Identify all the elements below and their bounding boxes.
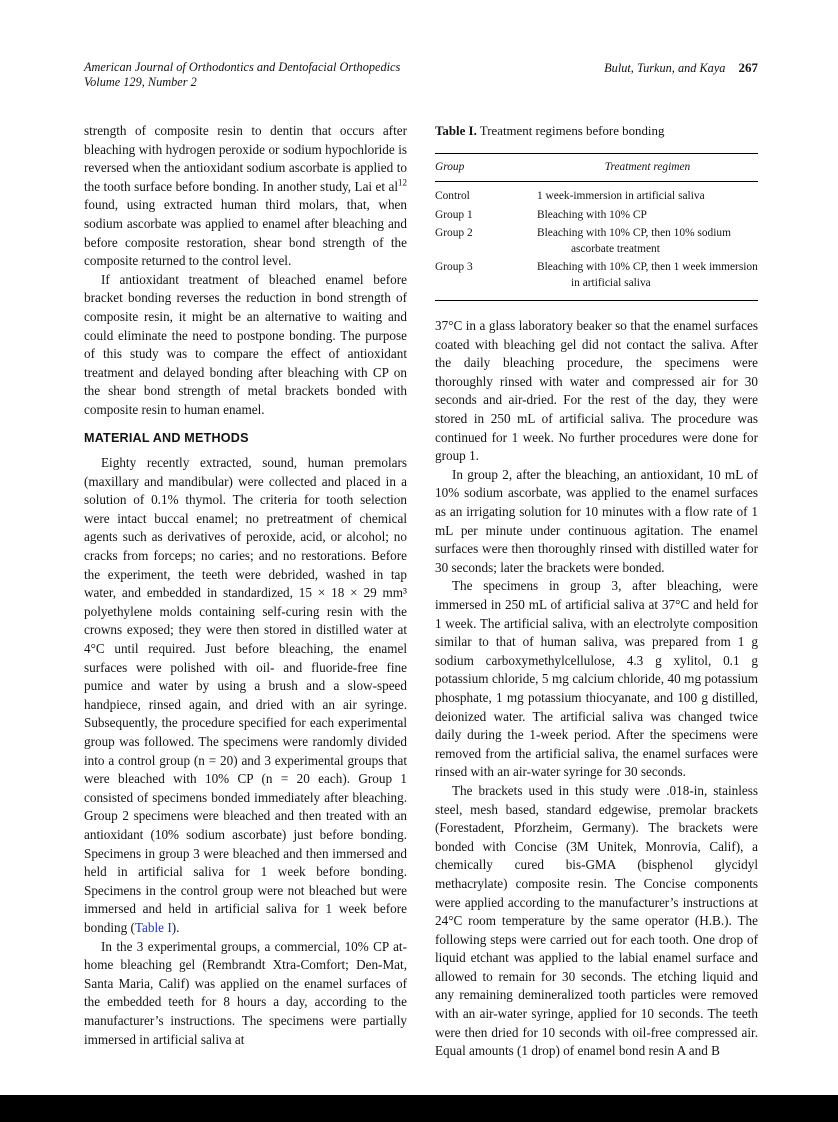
table-row	[435, 225, 758, 259]
cell-regimen	[537, 225, 758, 259]
table-1-caption-text: Treatment regimens before bonding	[479, 124, 665, 138]
page-number: 267	[738, 60, 758, 75]
paragraph-continuation	[84, 122, 407, 271]
paragraph: In the 3 experimental groups, a commercial, 10% CP at-home bleaching gel (Rembrandt Xtra-Comfort; Den-Mat, Santa Maria, Calif) was applied on the enamel surfaces of the embedded teeth for 8 hours a day, according to the manufacturer’s instructions. The specimens were partially immersed in artificial saliva at	[84, 938, 407, 1047]
cell-regimen	[537, 182, 758, 207]
journal-info	[84, 60, 400, 90]
table-1-caption-label: Table I.	[435, 124, 477, 138]
two-column-body	[84, 122, 758, 1061]
paragraph-text: found, using extracted human third molars, that, when sodium ascorbate was applied to enamel after bleaching and before composite restoration, shear bond strength of the composite returned to the control level.	[84, 197, 407, 269]
table-row	[435, 182, 758, 207]
right-column	[435, 122, 758, 1061]
cell-group: Group 1	[435, 208, 473, 221]
cell-regimen-text: Bleaching with 10% CP	[537, 208, 647, 221]
paragraph-text: strength of composite resin to dentin that occurs after bleaching with hydrogen peroxide or sodium hypochloride is reversed when the antioxidant sodium ascorbate is applied to the tooth surface before bonding. In another study, Lai et al	[84, 123, 407, 194]
paragraph-text: ).	[171, 919, 180, 935]
treatment-regimens-table	[435, 153, 758, 302]
paragraph-continuation: 37°C in a glass laboratory beaker so that the enamel surfaces coated with bleaching gel did not contact the saliva. After the daily bleaching procedure, the specimens were thoroughly rinsed with water and compressed air for 30 seconds and air-dried. For the rest of the day, they were stored in 250 mL of artificial saliva. The procedure was continued for 1 week. No further procedures were done for group 1.	[435, 318, 758, 464]
paragraph: The specimens in group 3, after bleaching, were immersed in 250 mL of artificial saliva at 37°C and held for 1 week. The artificial saliva, with an electrolyte composition similar to that of human saliva, was prepared from 1 g sodium carboxymethylcellulose, 4.3 g xylitol, 0.1 g potassium chloride, 5 mg calcium chloride, 40 mg potassium phosphate, 1 mg potassium thiocyanate, and 100 g distilled, deionized water. The artificial saliva was changed twice daily during the 1-week period. After the specimens were removed from the artificial saliva, the enamel surfaces were rinsed with an air-water syringe for 30 seconds.	[435, 578, 758, 780]
section-heading-material-methods: MATERIAL AND METHODS	[84, 430, 249, 445]
author-pageinfo	[604, 60, 758, 76]
paragraph: In group 2, after the bleaching, an antioxidant, 10 mL of 10% sodium ascorbate, was applied to the enamel surfaces as an irrigating solution for 10 minutes with a flow rate of 1 mL per minute under continuous agitation. The enamel surfaces were then thoroughly rinsed with distilled water for 30 seconds; later the brackets were bonded.	[435, 466, 758, 575]
table-row	[435, 259, 758, 301]
journal-title: American Journal of Orthodontics and Dentofacial Orthopedics	[84, 60, 401, 74]
table-1-block	[435, 122, 758, 301]
paragraph-text: Eighty recently extracted, sound, human premolars (maxillary and mandibular) were collected and placed in a solution of 0.1% thymol. The criteria for tooth selection were intact buccal enamel; no pretreatment of chemical agents such as derivatives of peroxide, acid, or alcohol; no cracks from forceps; no caries; and no restorations. Before the experiment, the teeth were debrided, washed in tap water, and embedded in standardized, 15 × 18 × 29 mm³ polyethylene molds containing self-curing resin with the crowns exposed; they were then stored in distilled water at 4°C until required. Just before bleaching, the enamel surfaces were polished with oil- and fluoride-free fine pumice and water by using a brush and a slow-speed handpiece, rinsed again, and dried with an air syringe. Subsequently, the procedure specified for each experimental group was followed. The specimens were randomly divided into a control group (n = 20) and 3 experimental groups that were bleached with 10% CP (n = 20 each). Group 1 consisted of specimens bonded immediately after bleaching. Group 2 specimens were bleached and then treated with an antioxidant (10% sodium ascorbate) just before bonding. Specimens in group 3 were bleached and then immersed and held in artificial saliva for 1 week before bonding. Specimens in the control group were not bleached but were immersed and held in artificial saliva for 1 week before bonding (	[84, 455, 407, 935]
paragraph	[84, 454, 407, 937]
column-header-regimen: Treatment regimen	[537, 153, 758, 182]
citation-superscript: 12	[398, 177, 407, 188]
cell-regimen-text: 1 week-immersion in artificial saliva	[537, 190, 705, 203]
cell-regimen-text: Bleaching with 10% CP, then 1 week immersion in artificial saliva	[537, 261, 758, 289]
paragraph: If antioxidant treatment of bleached enamel before bracket bonding reverses the reduction in bond strength of composite resin, it might be an alternative to waiting and could eliminate the need to postpone bonding. The purpose of this study was to compare the effect of antioxidant treatment and delayed bonding after bleaching with CP on the shear bond strength of metal brackets bonded with composite resin to human enamel.	[84, 271, 407, 417]
left-column	[84, 122, 407, 1061]
table-header-row	[435, 153, 758, 182]
cell-group: Group 2	[435, 227, 473, 240]
table-row	[435, 206, 758, 225]
table-1-crossref-link[interactable]: Table I	[134, 919, 172, 935]
cell-group: Group 3	[435, 261, 473, 274]
paragraph: The brackets used in this study were .018-in, stainless steel, mesh based, standard edgewise, premolar brackets (Forestadent, Pforzheim, Germany). The brackets were bonded with Concise (3M Unitek, Monrovia, Calif), a chemically cured bis-GMA (bisphenol glycidyl methacrylate) composite resin. The Concise components were applied according to the manufacturer’s instructions at 24°C room temperature by the same operator (H.B.). The following steps were carried out for each tooth. One drop of liquid etchant was applied to the labial enamel surface and allowed to remain for 30 seconds. The etching liquid and any remaining demineralized tooth particles were removed with an air-water syringe, applied for 10 seconds. The teeth were then dried for 10 seconds with oil-free compressed air. Equal amounts (1 drop) of enamel bond resin A and B	[435, 782, 758, 1059]
column-header-group: Group	[435, 153, 537, 182]
journal-volume: Volume 129, Number 2	[84, 75, 197, 89]
bottom-scan-bar	[0, 1095, 838, 1122]
cell-regimen	[537, 259, 758, 301]
cell-group: Control	[435, 190, 470, 203]
table-1-caption	[435, 122, 758, 141]
running-head	[84, 60, 758, 90]
running-authors: Bulut, Turkun, and Kaya	[604, 61, 726, 75]
cell-regimen-text: Bleaching with 10% CP, then 10% sodium ascorbate treatment	[537, 227, 731, 255]
cell-regimen	[537, 206, 758, 225]
